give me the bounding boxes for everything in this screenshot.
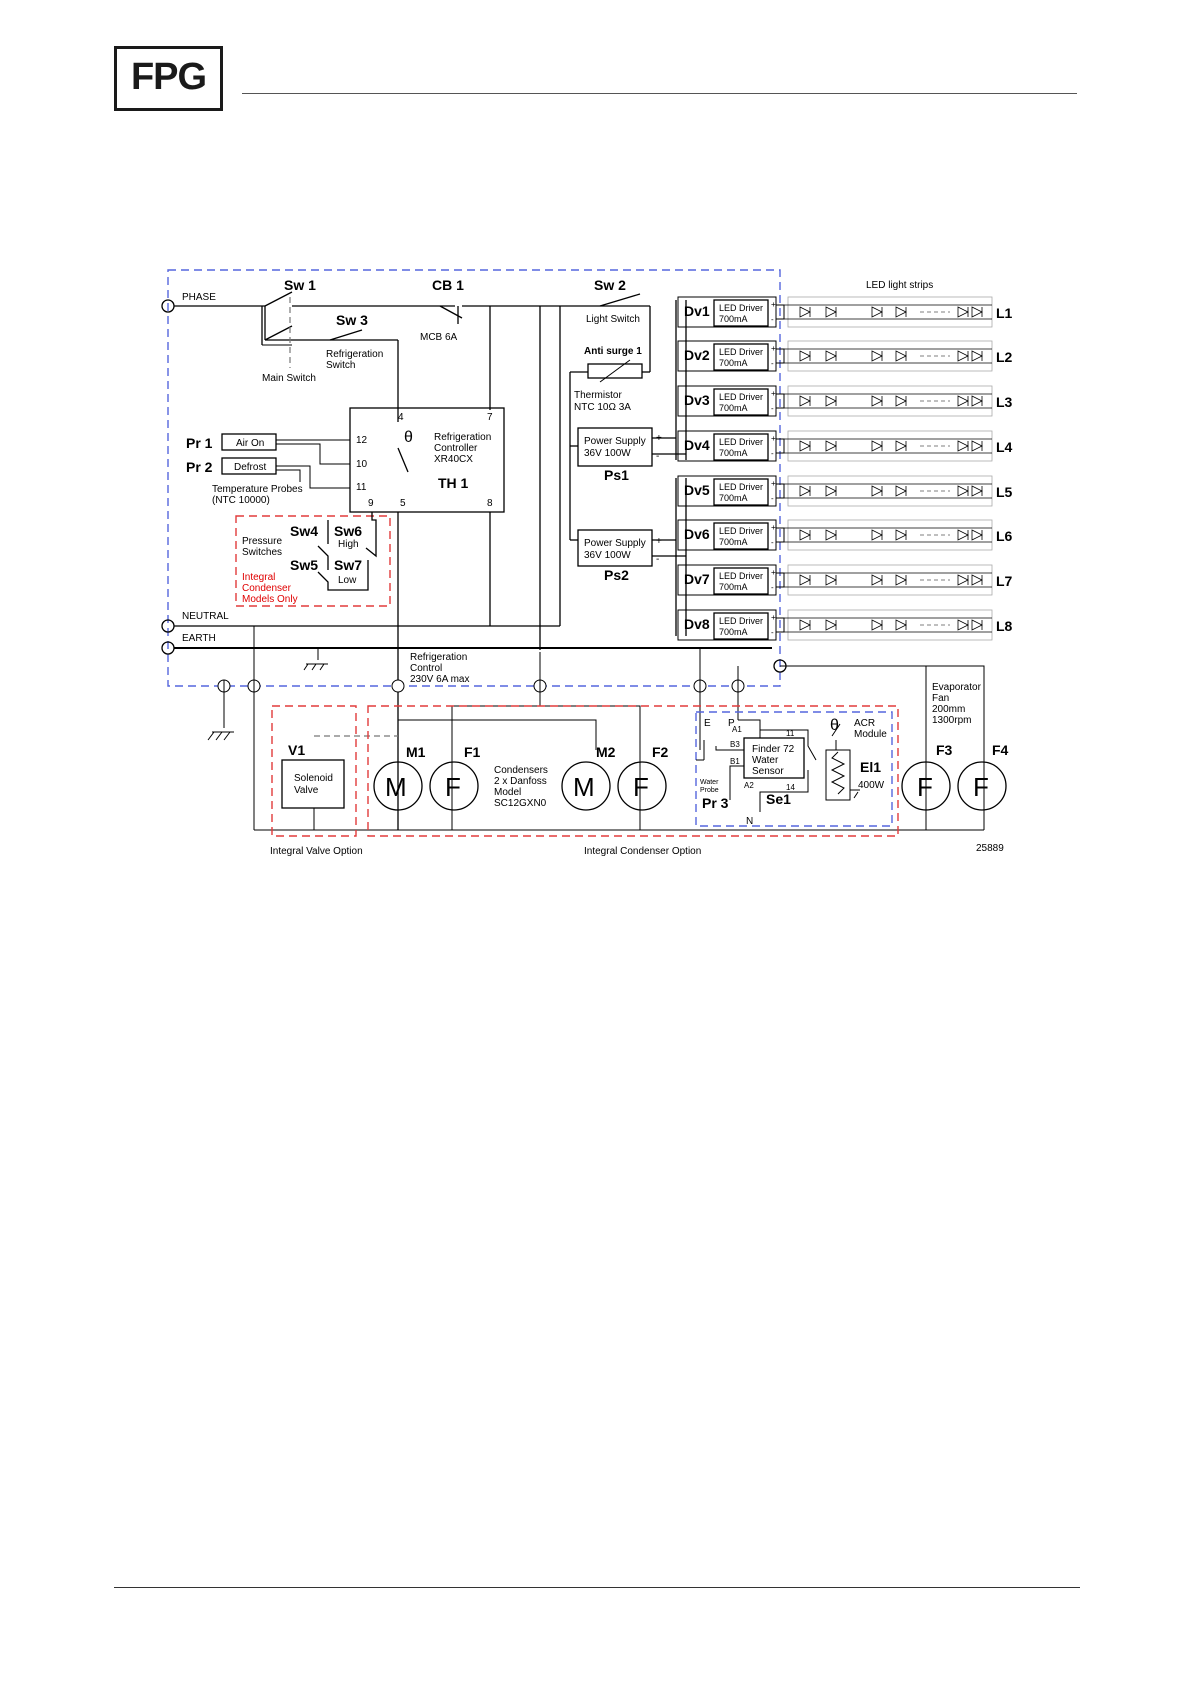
driver-7 (678, 565, 776, 595)
dv6-driver-text: LED Driver (719, 526, 764, 536)
dv1-label: Dv1 (684, 303, 710, 319)
terminal-9: 9 (368, 498, 374, 509)
driver-8 (678, 610, 776, 640)
driver-6 (678, 520, 776, 550)
motor-m2-symbol: M (573, 772, 595, 802)
v1-label: V1 (288, 742, 306, 758)
th1-theta: θ (404, 429, 413, 446)
led-diode-icon (872, 530, 882, 540)
ps1-label-1: Power Supply (584, 436, 646, 447)
el1-label: El1 (860, 759, 882, 775)
led-diode-icon (896, 530, 906, 540)
led-diode-icon (800, 307, 810, 317)
dv4-driver-rating: 700mA (719, 448, 748, 458)
integral-condenser-box (368, 706, 898, 836)
solenoid-valve (282, 760, 344, 808)
se1-label: Se1 (766, 791, 791, 807)
dv8-driver-text: LED Driver (719, 616, 764, 626)
th1-label: TH 1 (438, 475, 469, 491)
sw1-blade-top (265, 292, 292, 306)
f1-label: F1 (464, 744, 481, 760)
led-strip-row (776, 610, 992, 640)
sw1-blade-bottom (265, 326, 292, 340)
finder-label-2: Water (752, 755, 779, 766)
dv8-driver-rating: 700mA (719, 627, 748, 637)
led-diode-icon (872, 396, 882, 406)
acr-theta: θ (830, 717, 839, 734)
led-diode-icon (958, 486, 968, 496)
svg-text:+: + (771, 344, 776, 353)
ps1-box (578, 428, 652, 466)
svg-text:-: - (771, 628, 774, 637)
led-diode-icon (872, 307, 882, 317)
driver-1 (678, 297, 776, 327)
svg-text:-: - (771, 583, 774, 592)
solenoid-label-1: Solenoid (294, 773, 333, 784)
led-diode-icon (972, 620, 982, 630)
led-diode-icon (896, 575, 906, 585)
svg-text:-: - (771, 449, 774, 458)
dv3-driver-rating: 700mA (719, 403, 748, 413)
led-diode-icon (958, 441, 968, 451)
earth-label: EARTH (182, 633, 216, 644)
svg-text:-: - (771, 359, 774, 368)
dv2-label: Dv2 (684, 347, 710, 363)
dv5-driver-rating: 700mA (719, 493, 748, 503)
acr-label-2: Module (854, 729, 887, 740)
driver-4 (678, 431, 776, 461)
fan-f3-symbol: F (917, 772, 933, 802)
f3-label: F3 (936, 742, 953, 758)
led-diode-icon (800, 441, 810, 451)
thermistor-label-1: Thermistor (574, 390, 622, 401)
light-l3: L3 (996, 394, 1013, 410)
driver-3 (678, 386, 776, 416)
svg-text:+: + (771, 523, 776, 532)
b3-terminal: B3 (730, 740, 740, 749)
dv6-label: Dv6 (684, 526, 710, 542)
terminal-11: 11 (356, 482, 367, 493)
led-strip-row (776, 341, 992, 371)
dv1-driver-rating: 700mA (719, 314, 748, 324)
evaporator-label-2: Fan (932, 693, 950, 704)
terminal-14: 14 (786, 783, 795, 792)
th1-relay (398, 448, 408, 472)
led-diode-icon (826, 620, 836, 630)
led-diode-icon (958, 575, 968, 585)
cb1-label: CB 1 (432, 277, 464, 293)
refrig-control-1: Refrigeration (410, 652, 468, 663)
svg-text:-: - (771, 315, 774, 324)
finder-label-3: Sensor (752, 766, 784, 777)
led-diode-icon (896, 486, 906, 496)
fan-f1-symbol: F (445, 772, 461, 802)
p-terminal: P (728, 718, 735, 729)
dv5-driver-text: LED Driver (719, 482, 764, 492)
dv7-driver-text: LED Driver (719, 571, 764, 581)
controller-label-3: XR40CX (434, 454, 473, 465)
led-strip-array (776, 297, 992, 640)
th1-controller (350, 408, 504, 512)
water-probe-label-2: Probe (700, 787, 719, 794)
led-diode-icon (800, 530, 810, 540)
led-strip-row (776, 297, 992, 327)
light-switch-label: Light Switch (586, 314, 640, 325)
svg-text:+: + (771, 300, 776, 309)
led-diode-icon (872, 441, 882, 451)
svg-text:+: + (656, 536, 662, 547)
led-diode-icon (896, 351, 906, 361)
led-diode-icon (800, 486, 810, 496)
dv4-driver-text: LED Driver (719, 437, 764, 447)
svg-text:-: - (656, 451, 660, 462)
dv5-label: Dv5 (684, 482, 710, 498)
cb1-contact (440, 306, 462, 318)
integral-models-1: Integral (242, 572, 276, 583)
light-l8: L8 (996, 618, 1013, 634)
pr3-label: Pr 3 (702, 795, 729, 811)
refrig-switch-label-2: Switch (326, 360, 356, 371)
led-strip-row (776, 476, 992, 506)
integral-models-3: Models Only (242, 594, 298, 605)
led-diode-icon (800, 396, 810, 406)
led-diode-icon (972, 351, 982, 361)
evaporator-label-3: 200mm (932, 704, 966, 715)
led-diode-icon (800, 351, 810, 361)
fan-f4-symbol: F (973, 772, 989, 802)
controller-label-2: Controller (434, 443, 478, 454)
light-l6: L6 (996, 528, 1013, 544)
ps1-label-2: 36V 100W (584, 448, 631, 459)
pr1-label: Pr 1 (186, 435, 213, 451)
terminal-12: 12 (356, 435, 368, 446)
air-on-label: Air On (236, 438, 265, 449)
led-diode-icon (972, 307, 982, 317)
refrig-control-2: Control (410, 663, 443, 674)
motor-m1-symbol: M (385, 772, 407, 802)
controller-label-1: Refrigeration (434, 432, 492, 443)
m1-label: M1 (406, 744, 426, 760)
footer-rule (114, 1587, 1080, 1588)
svg-text:+: + (771, 434, 776, 443)
dv7-label: Dv7 (684, 571, 710, 587)
terminal-10: 10 (356, 459, 368, 470)
integral-models-2: Condenser (242, 583, 291, 594)
condensers-label-4: SC12GXN0 (494, 798, 547, 809)
drawing-number: 25889 (976, 843, 1004, 854)
led-diode-icon (972, 441, 982, 451)
led-diode-icon (872, 620, 882, 630)
dv3-label: Dv3 (684, 392, 710, 408)
sw1-label: Sw 1 (284, 277, 316, 293)
led-diode-icon (972, 575, 982, 585)
neutral-label: NEUTRAL (182, 611, 229, 622)
high-label: High (338, 539, 359, 550)
condensers-label-1: Condensers (494, 765, 548, 776)
sw5-label: Sw5 (290, 557, 319, 573)
light-l7: L7 (996, 573, 1013, 589)
phase-label: PHASE (182, 292, 216, 303)
m2-label: M2 (596, 744, 616, 760)
led-diode-icon (896, 620, 906, 630)
led-diode-icon (872, 351, 882, 361)
ps2-id: Ps2 (604, 567, 629, 583)
led-diode-icon (896, 396, 906, 406)
light-l1: L1 (996, 305, 1013, 321)
led-diode-icon (826, 396, 836, 406)
svg-text:-: - (771, 404, 774, 413)
led-diode-icon (800, 575, 810, 585)
temp-probes-label-2: (NTC 10000) (212, 495, 270, 506)
a2-terminal: A2 (744, 781, 754, 790)
dv8-label: Dv8 (684, 616, 710, 632)
e-terminal: E (704, 718, 711, 729)
led-diode-icon (826, 530, 836, 540)
led-diode-icon (896, 307, 906, 317)
driver-5 (678, 476, 776, 506)
led-strip-row (776, 386, 992, 416)
led-diode-icon (826, 575, 836, 585)
svg-text:+: + (771, 613, 776, 622)
led-strip-row (776, 520, 992, 550)
defrost-label: Defrost (234, 462, 267, 473)
driver-2 (678, 341, 776, 371)
earth-ground-icon (304, 648, 328, 670)
led-diode-icon (826, 441, 836, 451)
led-diode-icon (958, 530, 968, 540)
evaporator-label-1: Evaporator (932, 682, 981, 693)
condensers-label-2: 2 x Danfoss (494, 776, 547, 787)
led-diode-icon (826, 307, 836, 317)
sw3-blade (330, 330, 362, 340)
n-terminal: N (746, 816, 754, 827)
f2-label: F2 (652, 744, 669, 760)
led-diode-icon (826, 351, 836, 361)
svg-text:-: - (656, 554, 660, 565)
sw2-blade (600, 294, 640, 306)
led-strips-title: LED light strips (866, 280, 934, 291)
led-diode-icon (972, 530, 982, 540)
dv1-driver-text: LED Driver (719, 303, 764, 313)
svg-text:+: + (771, 568, 776, 577)
ps2-label-2: 36V 100W (584, 550, 631, 561)
sw3-label: Sw 3 (336, 312, 368, 328)
anti-surge-label: Anti surge 1 (584, 346, 642, 357)
a1-terminal: A1 (732, 725, 742, 734)
terminal-5: 5 (400, 498, 406, 509)
refrig-switch-label-1: Refrigeration (326, 349, 384, 360)
ps1-id: Ps1 (604, 467, 629, 483)
led-diode-icon (826, 486, 836, 496)
terminal-11b: 11 (786, 729, 795, 738)
led-diode-icon (872, 575, 882, 585)
svg-text:+: + (656, 433, 662, 444)
led-diode-icon (958, 396, 968, 406)
terminal-4: 4 (398, 412, 404, 423)
light-l5: L5 (996, 484, 1013, 500)
sw4-label: Sw4 (290, 523, 319, 539)
dv2-driver-text: LED Driver (719, 347, 764, 357)
dv6-driver-rating: 700mA (719, 537, 748, 547)
pr2-label: Pr 2 (186, 459, 213, 475)
temp-probes-label-1: Temperature Probes (212, 484, 303, 495)
el1-rating: 400W (858, 780, 885, 791)
led-diode-icon (972, 396, 982, 406)
svg-text:-: - (771, 538, 774, 547)
sw2-label: Sw 2 (594, 277, 626, 293)
light-l2: L2 (996, 349, 1013, 365)
led-diode-icon (958, 351, 968, 361)
fan-f2-symbol: F (633, 772, 649, 802)
b1-terminal: B1 (730, 757, 740, 766)
led-strip-row (776, 431, 992, 461)
dv2-driver-rating: 700mA (719, 358, 748, 368)
logo-text: FPG (130, 56, 207, 98)
main-switch-label: Main Switch (262, 373, 316, 384)
solenoid-label-2: Valve (294, 785, 319, 796)
terminal-7: 7 (487, 412, 493, 423)
led-diode-icon (958, 307, 968, 317)
led-diode-icon (800, 620, 810, 630)
svg-text:+: + (771, 389, 776, 398)
acr-label-1: ACR (854, 718, 876, 729)
mcb-label: MCB 6A (420, 332, 458, 343)
refrig-control-3: 230V 6A max (410, 674, 470, 685)
led-diode-icon (896, 441, 906, 451)
finder-label-1: Finder 72 (752, 744, 795, 755)
low-label: Low (338, 575, 357, 586)
dv4-label: Dv4 (684, 437, 710, 453)
sw7-label: Sw7 (334, 557, 363, 573)
water-probe-label-1: Water (700, 779, 719, 786)
pressure-label-2: Switches (242, 547, 283, 558)
thermistor-label-2: NTC 10Ω 3A (574, 402, 631, 413)
led-diode-icon (958, 620, 968, 630)
integral-valve-option-label: Integral Valve Option (270, 846, 363, 857)
led-strip-row (776, 565, 992, 595)
dv7-driver-rating: 700mA (719, 582, 748, 592)
led-diode-icon (872, 486, 882, 496)
sw6-label: Sw6 (334, 523, 363, 539)
pressure-label-1: Pressure (242, 536, 283, 547)
dv3-driver-text: LED Driver (719, 392, 764, 402)
terminal-8: 8 (487, 498, 493, 509)
ps2-label-1: Power Supply (584, 538, 646, 549)
svg-text:-: - (771, 494, 774, 503)
evaporator-label-4: 1300rpm (932, 715, 972, 726)
led-diode-icon (972, 486, 982, 496)
condensers-label-3: Model (494, 787, 522, 798)
f4-label: F4 (992, 742, 1009, 758)
integral-condenser-option-label: Integral Condenser Option (584, 846, 702, 857)
svg-text:+: + (771, 479, 776, 488)
light-l4: L4 (996, 439, 1013, 455)
